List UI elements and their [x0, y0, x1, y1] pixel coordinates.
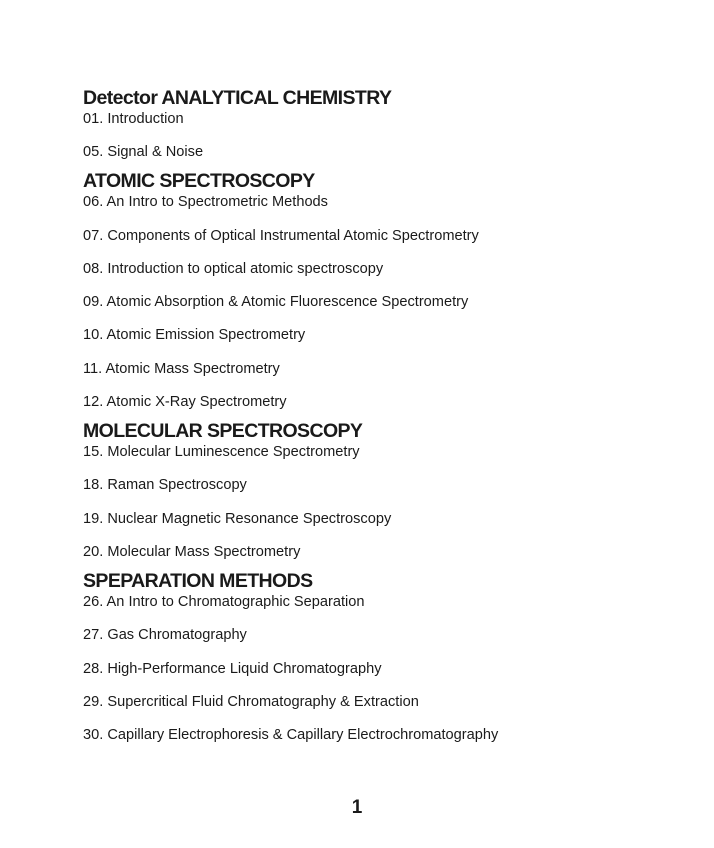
toc-item: 06. An Intro to Spectrometric Methods — [83, 194, 328, 211]
section-separation-methods — [83, 569, 683, 744]
toc-item: 19. Nuclear Magnetic Resonance Spectroscopy — [83, 510, 392, 527]
section-title: Detector ANALYTICAL CHEMISTRY — [83, 87, 392, 109]
toc-item: 11. Atomic Mass Spectrometry — [83, 360, 280, 377]
toc-item: 12. Atomic X-Ray Spectrometry — [83, 394, 287, 411]
section-title: SPEPARATION METHODS — [83, 569, 313, 592]
toc-item: 09. Atomic Absorption & Atomic Fluorescence Spectrometry — [83, 294, 469, 311]
section-atomic-spectroscopy — [83, 169, 683, 411]
page-number: 1 — [351, 797, 363, 818]
toc-item: 01. Introduction — [83, 111, 184, 127]
toc-item: 08. Introduction to optical atomic spectroscopy — [83, 260, 384, 277]
toc-item: 28. High-Performance Liquid Chromatography — [83, 660, 382, 677]
toc-item: 07. Components of Optical Instrumental Atomic Spectrometry — [83, 227, 479, 244]
section-title: ATOMIC SPECTROSCOPY — [83, 170, 315, 193]
toc-item: 18. Raman Spectroscopy — [83, 477, 247, 494]
toc-item: 29. Supercritical Fluid Chromatography & Extraction — [83, 693, 419, 710]
table-of-contents — [83, 86, 683, 752]
toc-item: 20. Molecular Mass Spectrometry — [83, 543, 301, 560]
toc-item: 26. An Intro to Chromatographic Separation — [83, 593, 365, 610]
section-analytical-chemistry — [83, 86, 683, 161]
toc-item: 27. Gas Chromatography — [83, 627, 247, 644]
toc-item: 15. Molecular Luminescence Spectrometry — [83, 444, 360, 461]
section-title: MOLECULAR SPECTROSCOPY — [83, 420, 363, 443]
toc-item: 10. Atomic Emission Spectrometry — [83, 327, 306, 344]
toc-item: 05. Signal & Noise — [83, 144, 204, 161]
toc-item: 30. Capillary Electrophoresis & Capillary Electrochromatography — [83, 727, 499, 744]
section-molecular-spectroscopy — [83, 419, 683, 561]
